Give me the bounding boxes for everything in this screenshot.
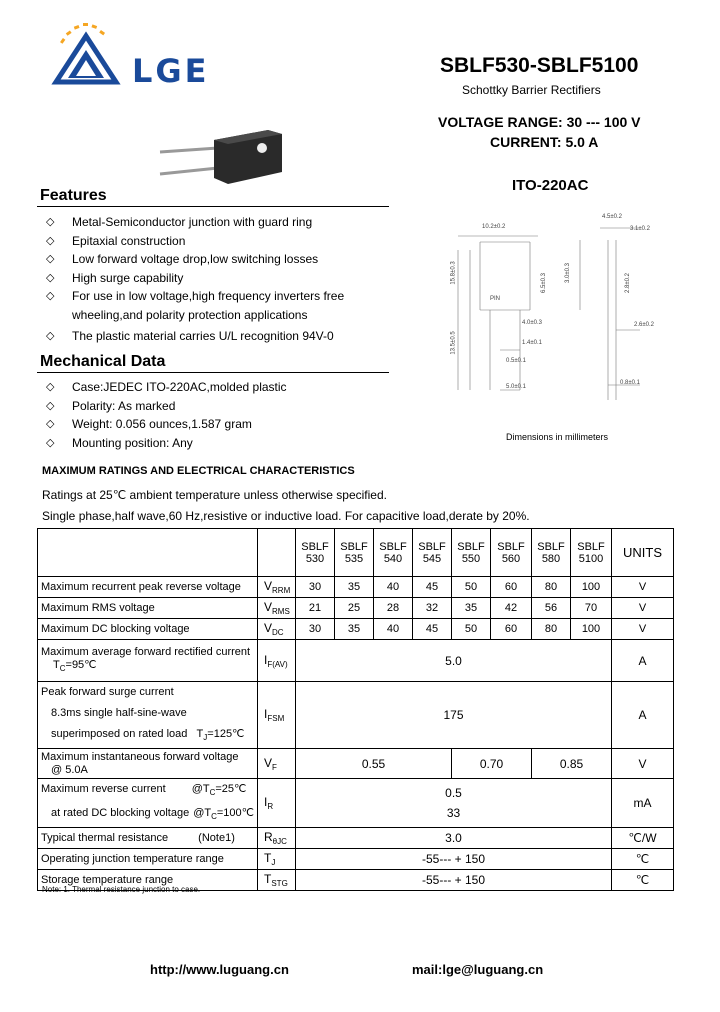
table-note: Note: 1. Thermal resistance junction to case. (42, 885, 201, 894)
subtitle: Schottky Barrier Rectifiers (462, 83, 601, 97)
part-header: SBLF 5100 (571, 529, 612, 577)
ratings-note-load: Single phase,half wave,60 Hz,resistive or inductive load. For capacitive load,derate by 20%. (42, 509, 530, 523)
footer-url-link[interactable]: http://www.luguang.cn (150, 962, 289, 977)
table-row: Typical thermal resistance (Note1) $R_{\theta JC}$ 3.0 ℃/W (38, 828, 674, 849)
package-name: ITO-220AC (512, 177, 589, 194)
dim-label: 1.4±0.1 (522, 340, 542, 346)
dim-label: 6.5±0.3 (540, 273, 547, 293)
part-header: SBLF 540 (374, 529, 413, 577)
logo (50, 22, 134, 88)
table-row: Maximum recurrent peak reverse voltage $V_{RRM}$ 30 35 40 45 50 60 80 100 V (38, 577, 674, 598)
component-package-icon (158, 126, 286, 196)
diamond-bullet-icon: ◇ (46, 330, 55, 342)
dim-label: 13.5±0.5 (450, 331, 457, 355)
list-item: ◇ Epitaxial construction (40, 232, 400, 251)
diamond-bullet-icon: ◇ (46, 234, 55, 247)
ratings-table (37, 528, 674, 891)
dim-label: 10.2±0.2 (482, 224, 506, 230)
list-item: ◇ Low forward voltage drop,low switching losses (40, 250, 400, 269)
dim-label: 4.5±0.2 (602, 214, 622, 220)
features-heading: Features (40, 187, 107, 204)
diamond-bullet-icon: ◇ (46, 290, 55, 302)
footer-mail-link[interactable]: mail:lge@luguang.cn (412, 962, 544, 977)
part-header: SBLF 560 (491, 529, 532, 577)
list-item-continuation: wheeling,and polarity protection applications (72, 307, 308, 322)
diamond-bullet-icon: ◇ (46, 399, 55, 412)
part-header: SBLF 530 (296, 529, 335, 577)
dim-label: 3.1±0.2 (630, 226, 650, 232)
units-header: UNITS (612, 529, 674, 577)
table-row: Maximum reverse current $@T_C=25℃$ at rated DC blocking voltage $@T_C=100℃$ $I_R$ 0.5 33 mA (38, 779, 674, 828)
dim-label: 5.0±0.1 (506, 384, 526, 390)
voltage-range: VOLTAGE RANGE: 30 --- 100 V (438, 114, 641, 130)
features-divider (37, 206, 389, 207)
diamond-bullet-icon: ◇ (46, 216, 55, 228)
dim-label: 3.0±0.3 (564, 263, 571, 283)
list-item: ◇ Weight: 0.056 ounces,1.587 gram (40, 415, 400, 434)
diamond-bullet-icon: ◇ (46, 381, 55, 393)
list-item: ◇ For use in low voltage,high frequency inverters free (40, 287, 400, 306)
dim-label: 0.8±0.1 (620, 380, 640, 386)
logo-emblem-icon (50, 22, 134, 88)
table-row: Peak forward surge current 8.3ms single half-sine-wave superimposed on rated load $T_J=125℃$ $I_{FSM}$ 175 A (38, 682, 674, 749)
part-header: SBLF 580 (532, 529, 571, 577)
part-header: SBLF 550 (452, 529, 491, 577)
table-row: Maximum RMS voltage $V_{RMS}$ 21 25 28 32 35 42 56 70 V (38, 598, 674, 619)
dim-label: 2.8±0.2 (624, 273, 631, 293)
table-header-row (38, 529, 674, 577)
list-item: ◇ Mounting position: Any (40, 434, 400, 453)
ratings-title: MAXIMUM RATINGS AND ELECTRICAL CHARACTERISTICS (42, 465, 355, 477)
table-row: Maximum instantaneous forward voltage @ 5.0A $V_F$ 0.55 0.70 0.85 V (38, 749, 674, 779)
mechanical-list (40, 378, 400, 452)
dim-label: 0.5±0.1 (506, 358, 526, 364)
dim-label: PIN (490, 296, 501, 302)
list-item: ◇ High surge capability (40, 269, 400, 288)
mechanical-heading: Mechanical Data (40, 353, 166, 370)
dim-label: 2.6±0.2 (634, 322, 654, 328)
component-photo (158, 126, 286, 196)
diamond-bullet-icon: ◇ (46, 271, 55, 284)
table-row: Operating junction temperature range $T_J$ -55--- + 150 ℃ (38, 849, 674, 870)
part-header: SBLF 535 (335, 529, 374, 577)
dim-label: 15.8±0.3 (450, 261, 457, 285)
diamond-bullet-icon: ◇ (46, 436, 55, 449)
list-item: ◇ Metal-Semiconductor junction with guard ring (40, 213, 400, 232)
part-header: SBLF 545 (413, 529, 452, 577)
table-row: Maximum DC blocking voltage $V_{DC}$ 30 35 40 45 50 60 80 100 V (38, 619, 674, 640)
table-row: Storage temperature range $T_{STG}$ -55--- + 150 ℃ (38, 870, 674, 891)
diamond-bullet-icon: ◇ (46, 418, 55, 430)
dimension-drawing-svg (440, 210, 680, 430)
diagram-caption: Dimensions in millimeters (506, 432, 609, 442)
dim-label: 4.0±0.3 (522, 320, 542, 326)
list-item: ◇ Case:JEDEC ITO-220AC,molded plastic (40, 378, 400, 397)
mechanical-divider (37, 372, 389, 373)
part-title: SBLF530-SBLF5100 (440, 54, 639, 77)
table-row: Maximum average forward rectified current $T_C=95℃$ $I_{F(AV)}$ 5.0 A (38, 640, 674, 682)
brand-name: LGE (132, 52, 210, 90)
dimension-drawing (440, 210, 680, 430)
current-rating: CURRENT: 5.0 A (490, 134, 599, 150)
list-item: ◇ Polarity: As marked (40, 397, 400, 416)
diamond-bullet-icon: ◇ (46, 253, 55, 265)
ratings-note-temperature: Ratings at 25℃ ambient temperature unless otherwise specified. (42, 488, 387, 502)
list-item: ◇ The plastic material carries U/L recognition 94V-0 (40, 327, 400, 346)
features-list (40, 213, 400, 346)
